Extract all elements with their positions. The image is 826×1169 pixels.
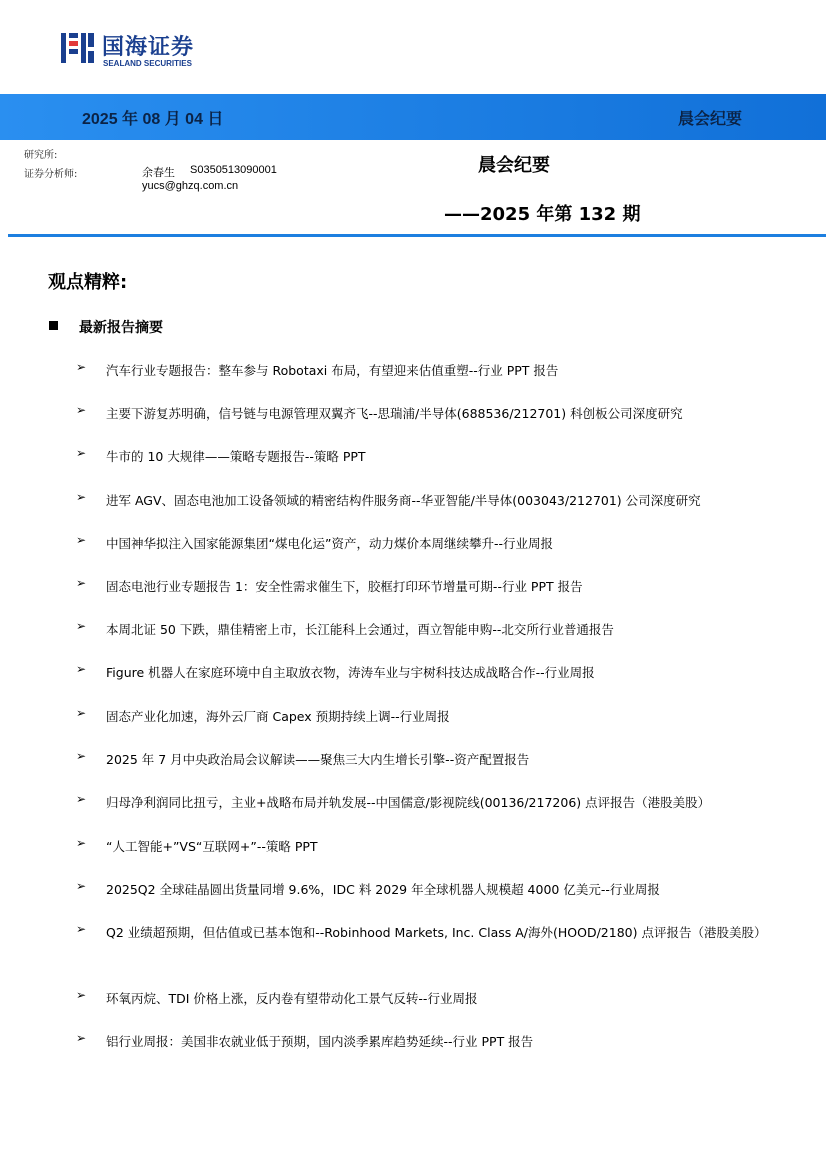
header-divider <box>8 234 826 237</box>
arrow-bullet-icon: ➢ <box>76 533 87 547</box>
list-item-text[interactable]: Q2 业绩超预期，但估值或已基本饱和--Robinhood Markets, Inc. Class A/海外(HOOD/2180) 点评报告（港股美股） <box>106 925 767 940</box>
list-item-text[interactable]: 牛市的 10 大规律——策略专题报告--策略 PPT <box>106 449 366 464</box>
logo-name-en: SEALAND SECURITIES <box>103 59 192 68</box>
analyst-id: S0350513090001 <box>190 164 277 176</box>
arrow-bullet-icon: ➢ <box>76 619 87 633</box>
list-item-text[interactable]: 2025Q2 全球硅晶圆出货量同增 9.6%，IDC 料 2029 年全球机器人规模超 4000 亿美元--行业周报 <box>106 882 660 897</box>
square-bullet-icon <box>49 321 58 330</box>
arrow-bullet-icon: ➢ <box>76 446 87 460</box>
doc-type-label: 晨会纪要 <box>678 109 743 128</box>
arrow-bullet-icon: ➢ <box>76 576 87 590</box>
list-item-text[interactable]: 进军 AGV、固态电池加工设备领域的精密结构件服务商--华亚智能/半导体(003043/212701) 公司深度研究 <box>106 493 701 508</box>
arrow-bullet-icon: ➢ <box>76 749 87 763</box>
analyst-label: 证券分析师: <box>24 169 78 180</box>
list-item-text[interactable]: 铝行业周报：美国非农就业低于预期，国内淡季累库趋势延续--行业 PPT 报告 <box>106 1034 534 1049</box>
sealand-logo-icon <box>60 30 96 66</box>
list-item-text[interactable]: 本周北证 50 下跌，鼎佳精密上市，长江能科上会通过，酉立智能申购--北交所行业普通报告 <box>106 622 614 637</box>
list-item-text[interactable]: 归母净利润同比扭亏，主业+战略布局并轨发展--中国儒意/影视院线(00136/217206) 点评报告（港股美股） <box>106 795 711 810</box>
arrow-bullet-icon: ➢ <box>76 360 87 374</box>
section-heading: 观点精粹: <box>48 272 128 293</box>
institute-label: 研究所: <box>24 150 58 161</box>
list-item-text[interactable]: Figure 机器人在家庭环境中自主取放衣物，涛涛车业与宇树科技达成战略合作--行业周报 <box>106 665 595 680</box>
list-item-text[interactable]: 固态电池行业专题报告 1：安全性需求催生下，胶框打印环节增量可期--行业 PPT 报告 <box>106 579 583 594</box>
arrow-bullet-icon: ➢ <box>76 403 87 417</box>
arrow-bullet-icon: ➢ <box>76 662 87 676</box>
subsection-heading: 最新报告摘要 <box>79 320 163 336</box>
list-item-text[interactable]: 环氧丙烷、TDI 价格上涨，反内卷有望带动化工景气反转--行业周报 <box>106 991 478 1006</box>
header-band <box>0 94 826 140</box>
arrow-bullet-icon: ➢ <box>76 792 87 806</box>
list-item-text[interactable]: 固态产业化加速，海外云厂商 Capex 预期持续上调--行业周报 <box>106 709 450 724</box>
arrow-bullet-icon: ➢ <box>76 490 87 504</box>
analyst-name: 余春生 <box>142 167 175 179</box>
company-logo <box>60 30 210 70</box>
list-item-text[interactable]: 汽车行业专题报告：整车参与 Robotaxi 布局，有望迎来估值重塑--行业 PPT 报告 <box>106 363 559 378</box>
list-item-text[interactable]: 中国神华拟注入国家能源集团“煤电化运”资产，动力煤价本周继续攀升--行业周报 <box>106 536 553 551</box>
logo-name-cn: 国海证券 <box>102 35 195 60</box>
analyst-email[interactable]: yucs@ghzq.com.cn <box>142 180 239 192</box>
arrow-bullet-icon: ➢ <box>76 922 87 936</box>
issue-subtitle: ——2025 年第 132 期 <box>444 204 641 225</box>
list-item-text[interactable]: 主要下游复苏明确，信号链与电源管理双翼齐飞--思瑞浦/半导体(688536/212701) 科创板公司深度研究 <box>106 406 683 421</box>
report-date: 2025 年 08 月 04 日 <box>82 111 224 128</box>
arrow-bullet-icon: ➢ <box>76 879 87 893</box>
arrow-bullet-icon: ➢ <box>76 706 87 720</box>
page-title: 晨会纪要 <box>478 155 550 176</box>
arrow-bullet-icon: ➢ <box>76 1031 87 1045</box>
list-item-text[interactable]: “人工智能+”VS“互联网+”--策略 PPT <box>106 839 318 854</box>
arrow-bullet-icon: ➢ <box>76 988 87 1002</box>
arrow-bullet-icon: ➢ <box>76 836 87 850</box>
list-item-text[interactable]: 2025 年 7 月中央政治局会议解读——聚焦三大内生增长引擎--资产配置报告 <box>106 752 530 767</box>
